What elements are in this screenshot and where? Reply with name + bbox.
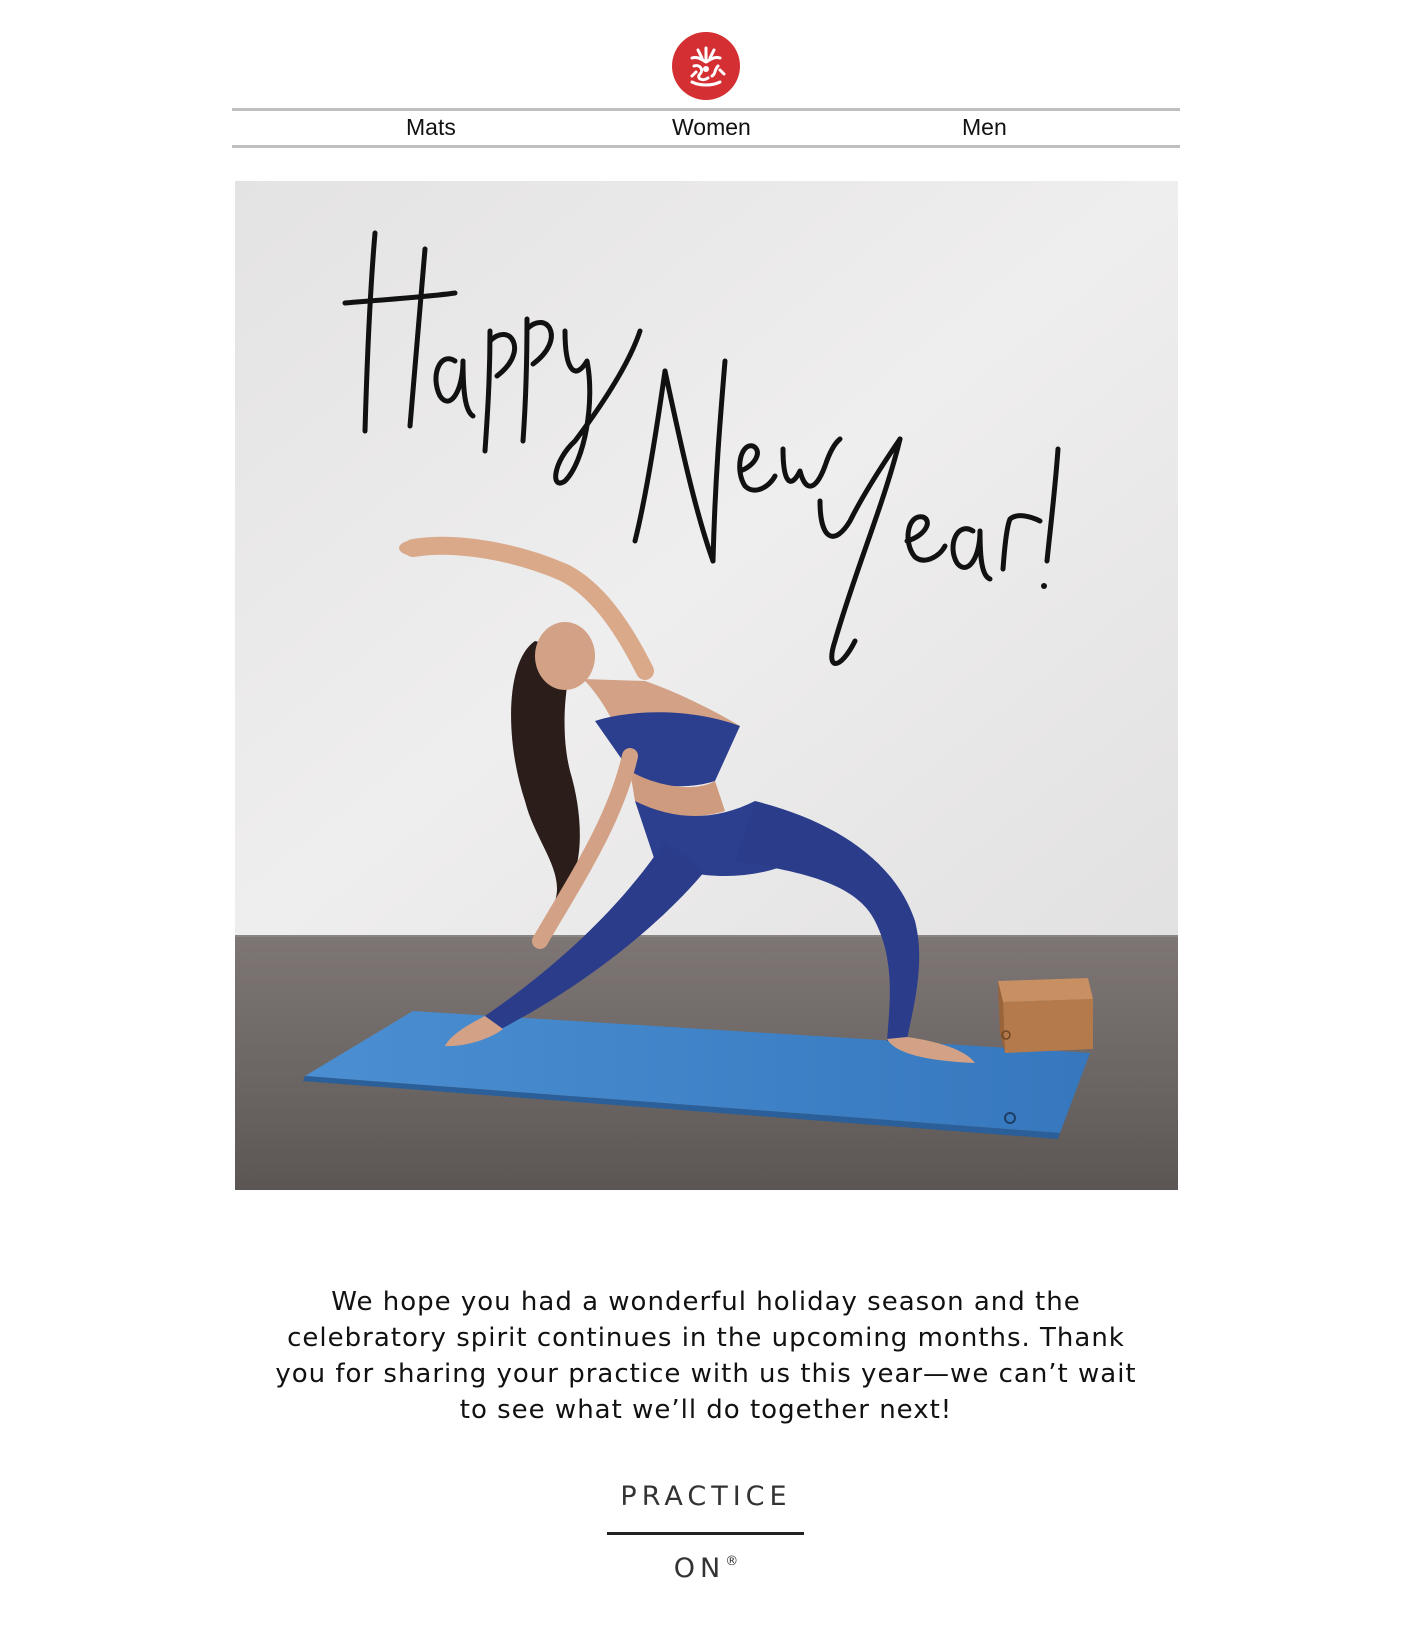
hero-banner[interactable] xyxy=(235,181,1178,1190)
nav-link-women[interactable]: Women xyxy=(672,114,751,140)
tagline-line-2: ON xyxy=(673,1553,726,1584)
tagline-divider xyxy=(607,1532,804,1535)
tagline-line-1: PRACTICE xyxy=(620,1481,792,1512)
nav-link-mats[interactable]: Mats xyxy=(406,114,456,140)
lotus-logo-icon xyxy=(680,40,732,92)
holiday-message: We hope you had a wonderful holiday season and the celebratory spirit continues in the upcoming months. Thank you for sharing your practice with us this year—we can’t wait to see what we’ll do together next! xyxy=(275,1287,1137,1425)
main-nav xyxy=(232,108,1180,148)
cork-block xyxy=(998,978,1093,1053)
hero-image xyxy=(235,181,1178,1190)
registered-mark: ® xyxy=(725,1554,739,1569)
nav-link-men[interactable]: Men xyxy=(962,114,1007,140)
tagline-line-2-wrapper xyxy=(600,1553,812,1584)
brand-logo[interactable] xyxy=(672,32,740,100)
